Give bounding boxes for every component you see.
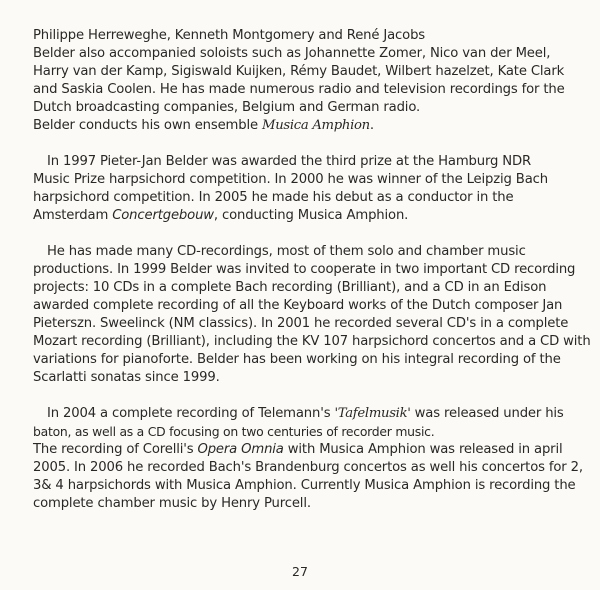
text-line: Scarlatti sonatas since 1999. <box>33 370 220 385</box>
text-line: variations for pianoforte. Belder has been working on his integral recording of the <box>33 352 561 367</box>
text-fragment: , conducting Musica Amphion. <box>213 208 409 223</box>
text-line: baton, as well as a CD focusing on two centuries of recorder music. <box>33 424 435 439</box>
text-line: 3& 4 harpsichords with Musica Amphion. Currently Musica Amphion is recording the <box>33 478 576 493</box>
text-line <box>33 207 563 225</box>
paragraph-recent-work <box>33 405 583 513</box>
text-line: Harry van der Kamp, Sigiswald Kuijken, Rémy Baudet, Wilbert hazelzet, Kate Clark <box>33 64 565 79</box>
text-line: Music Prize harpsichord competition. In 2000 he was winner of the Leipzig Bach <box>33 172 548 187</box>
text-fragment: with Musica Amphion was released in april <box>283 442 563 457</box>
text-fragment: The recording of Corelli's <box>33 442 198 457</box>
work-title-italic: Opera Omnia <box>197 442 284 457</box>
work-title-italic: 'Tafelmusik' <box>334 406 411 421</box>
text-line <box>33 117 563 135</box>
text-line: In 1997 Pieter-Jan Belder was awarded the third prize at the Hamburg NDR <box>47 154 531 169</box>
text-line: 2005. In 2006 he recorded Bach's Brandenburg concertos as well his concertos for 2, <box>33 460 583 475</box>
text-fragment: was released under his <box>410 406 564 421</box>
booklet-page-text <box>33 27 591 513</box>
text-line: Mozart recording (Brilliant), including the KV 107 harpsichord concertos and a CD with <box>33 334 591 349</box>
text-fragment: . <box>369 118 374 133</box>
text-line: complete chamber music by Henry Purcell. <box>33 496 311 511</box>
text-line: projects: 10 CDs in a complete Bach recording (Brilliant), and a CD in an Edison <box>33 280 547 295</box>
paragraph-prizes <box>33 153 563 225</box>
text-line: Belder also accompanied soloists such as Johannette Zomer, Nico van der Meel, <box>33 46 551 61</box>
text-line: awarded complete recording of all the Keyboard works of the Dutch composer Jan <box>33 298 563 313</box>
text-line <box>33 405 563 423</box>
venue-name-italic: Concertgebouw <box>112 208 214 223</box>
text-line: Dutch broadcasting companies, Belgium and German radio. <box>33 100 421 115</box>
text-line: and Saskia Coolen. He has made numerous radio and television recordings for the <box>33 82 565 97</box>
text-line: productions. In 1999 Belder was invited to cooperate in two important CD recording <box>33 262 576 277</box>
text-line: Pieterszn. Sweelinck (NM classics). In 2001 he recorded several CD's in a complete <box>33 316 569 331</box>
paragraph-recordings <box>33 243 591 387</box>
text-line: harpsichord competition. In 2005 he made his debut as a conductor in the <box>33 190 514 205</box>
text-line: Philippe Herreweghe, Kenneth Montgomery and René Jacobs <box>33 28 426 43</box>
page-number: 27 <box>292 564 308 579</box>
paragraph-collaborations <box>33 27 563 135</box>
text-line <box>33 441 563 459</box>
text-fragment: Belder conducts his own ensemble <box>33 118 262 133</box>
ensemble-name-italic: Musica Amphion <box>262 118 370 133</box>
text-fragment: Amsterdam <box>33 208 113 223</box>
text-line: He has made many CD-recordings, most of them solo and chamber music <box>47 244 526 259</box>
text-fragment: In 2004 a complete recording of Telemann's <box>47 406 335 421</box>
